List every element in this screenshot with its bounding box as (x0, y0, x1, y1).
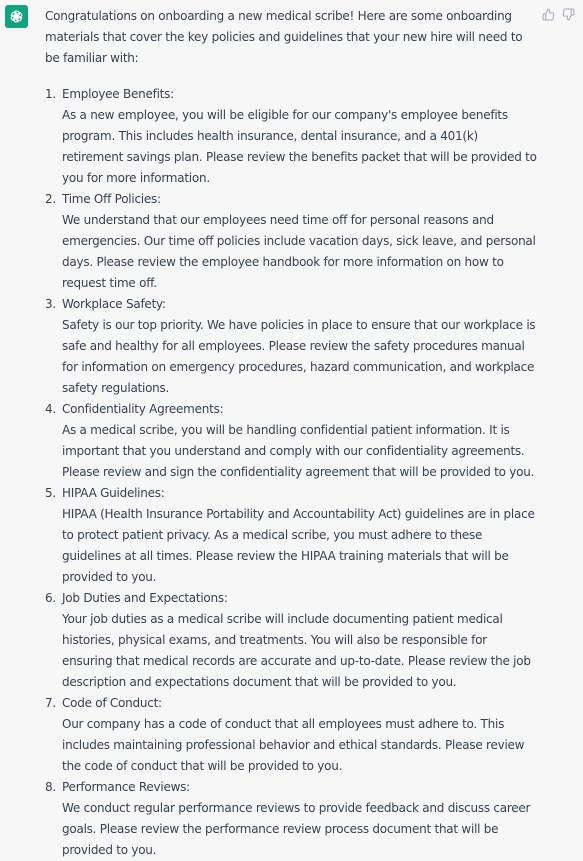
list-item (45, 588, 537, 693)
thumbs-down-icon (562, 8, 575, 21)
thumbs-down-button[interactable] (561, 7, 575, 21)
item-title: Workplace Safety: (62, 297, 166, 311)
item-text: We conduct regular performance reviews to provide feedback and discuss career goals. Please review the performance review process document that will be provided to you. (62, 801, 531, 857)
list-number: 2. (45, 192, 56, 206)
feedback-actions (541, 7, 575, 21)
onboarding-list (45, 84, 537, 861)
item-title: Time Off Policies: (62, 192, 161, 206)
thumbs-up-button[interactable] (541, 7, 555, 21)
item-title: Employee Benefits: (62, 87, 174, 101)
message-content (45, 6, 537, 861)
list-number: 7. (45, 696, 56, 710)
item-text: HIPAA (Health Insurance Portability and Accountability Act) guidelines are in place to protect patient privacy. As a medical scribe, you must adhere to these guidelines at all times. Please review the HIPAA training materials that will be provided to you. (62, 507, 535, 584)
thumbs-up-icon (542, 8, 555, 21)
list-number: 5. (45, 486, 56, 500)
item-text: As a medical scribe, you will be handling confidential patient information. It is important that you understand and comply with our confidentiality agreements. Please review and sign the confidentiality agreement that will be provided to you. (62, 423, 535, 479)
list-number: 6. (45, 591, 56, 605)
list-item (45, 399, 537, 483)
item-title: Performance Reviews: (62, 780, 190, 794)
list-item (45, 777, 537, 861)
list-number: 3. (45, 297, 56, 311)
item-text: We understand that our employees need time off for personal reasons and emergencies. Our time off policies include vacation days, sick leave, and personal days. Please review the employee handbook for more information on how to request time off. (62, 213, 536, 290)
list-item (45, 189, 537, 294)
item-title: HIPAA Guidelines: (62, 486, 165, 500)
item-text: As a new employee, you will be eligible for our company's employee benefits program. This includes health insurance, dental insurance, and a 401(k) retirement savings plan. Please review the benefits packet that will be provided to you for more information. (62, 108, 537, 185)
intro-paragraph: Congratulations on onboarding a new medical scribe! Here are some onboarding materials that cover the key policies and guidelines that your new hire will need to be familiar with: (45, 9, 523, 65)
item-title: Confidentiality Agreements: (62, 402, 224, 416)
item-title: Job Duties and Expectations: (62, 591, 228, 605)
item-text: Your job duties as a medical scribe will include documenting patient medical histories, physical exams, and treatments. You will also be responsible for ensuring that medical records are accurate and up-to-date. Please review the job description and expectations document that will be provided to you. (62, 612, 531, 689)
list-number: 1. (45, 87, 56, 101)
item-text: Safety is our top priority. We have policies in place to ensure that our workplace is safe and healthy for all employees. Please review the safety procedures manual for information on emergency procedures, hazard communication, and workplace safety regulations. (62, 318, 536, 395)
openai-logo-icon (5, 5, 28, 28)
list-item (45, 84, 537, 189)
list-item (45, 483, 537, 588)
list-number: 4. (45, 402, 56, 416)
list-item (45, 693, 537, 777)
item-title: Code of Conduct: (62, 696, 162, 710)
item-text: Our company has a code of conduct that all employees must adhere to. This includes maintaining professional behavior and ethical standards. Please review the code of conduct that will be provided to you. (62, 717, 525, 773)
list-item (45, 294, 537, 399)
list-number: 8. (45, 780, 56, 794)
